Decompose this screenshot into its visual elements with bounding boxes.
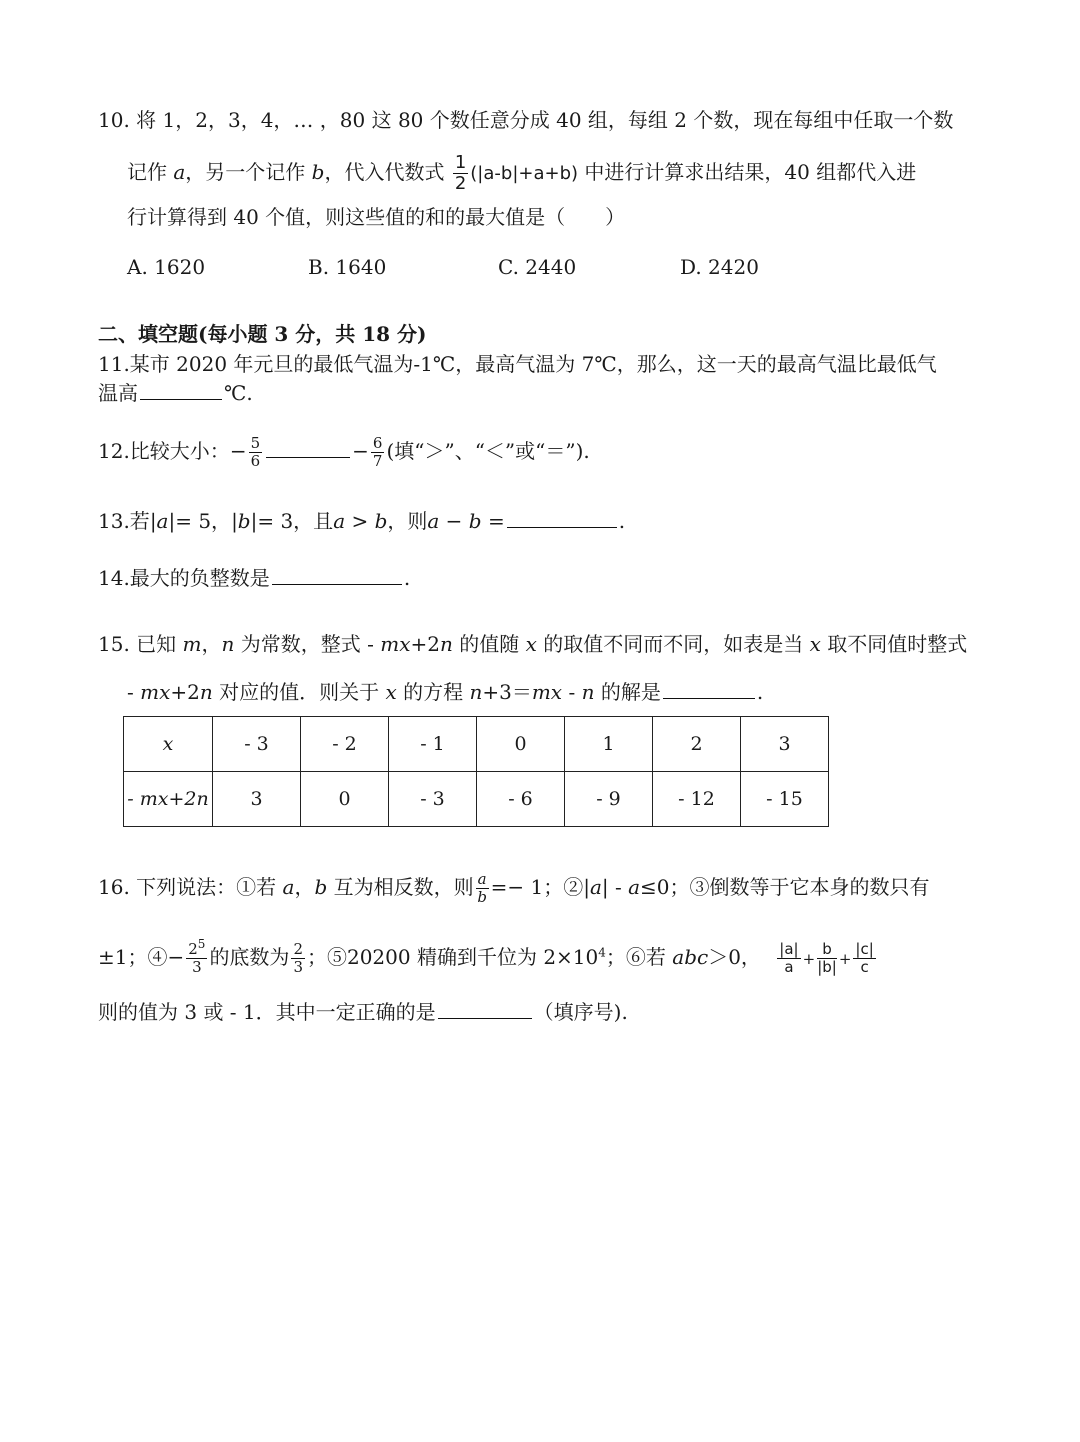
q10-text-2b: ，另一个记作 [185, 160, 312, 184]
table-cell: 0 [477, 717, 565, 772]
q10-text-1: 10. 将 1，2，3，4，… ，80 这 80 个数任意分成 40 组，每组 2 个数，现在每组中任取一个数 [98, 108, 954, 132]
q11-line2: 温高 ℃. [98, 381, 253, 405]
q10-line2 [127, 154, 916, 193]
q10-line3 [127, 203, 625, 231]
q10-option-d: D. 2420 [680, 255, 759, 279]
q15-line2: - mx+2n 对应的值．则关于 x 的方程 n+3＝mx - n 的解是 . [127, 680, 764, 704]
table-header-expression: - mx+2n [124, 772, 213, 827]
table-cell: - 15 [741, 772, 829, 827]
table-cell: - 3 [389, 772, 477, 827]
q12-line: 12.比较大小：− $\frac{5}{6}$ − $\frac{6}{7}$ (填“＞”、“＜”或“＝”). [98, 434, 590, 470]
q10-text-2d: 中进行计算求出结果，40 组都代入进 [584, 160, 917, 184]
q10-text-2a: 记作 [127, 160, 174, 184]
q10-line1 [98, 106, 953, 134]
q16-fraction-base: $\frac{2}{3}$ [293, 940, 303, 976]
table-cell: 1 [565, 717, 653, 772]
table-row-x [124, 717, 829, 772]
q13-answer-blank[interactable] [507, 526, 617, 528]
table-cell: 2 [653, 717, 741, 772]
q16-line3: 则的值为 3 或 - 1．其中一定正确的是 （填序号). [98, 1000, 628, 1024]
q10-option-a: A. 1620 [127, 255, 206, 279]
table-cell: - 12 [653, 772, 741, 827]
section-title: 二、填空题(每小题 3 分，共 18 分) [98, 322, 427, 346]
q15-answer-blank[interactable] [663, 697, 755, 699]
q12-fraction-2: $\frac{6}{7}$ [372, 434, 383, 470]
q16-fraction-ab: $\frac{a}{b}$ [477, 870, 487, 906]
q10-var-a: a [173, 160, 186, 184]
table-header-x: x [124, 717, 213, 772]
table-cell: - 3 [213, 717, 301, 772]
table-row-expression [124, 772, 829, 827]
q10-option-c: C. 2440 [498, 255, 577, 279]
q11-answer-blank[interactable] [140, 398, 222, 400]
q16-term-1: $\frac{|a|}{a}$ [779, 940, 799, 976]
q11-line1: 11.某市 2020 年元旦的最低气温为-1℃，最高气温为 7℃，那么，这一天的最高气温比最低气 [98, 352, 937, 376]
q14-line: 14.最大的负整数是 . [98, 566, 411, 590]
q16-line2: ±1；④− $\frac{2^5}{3}$ 的底数为 $\frac{2}{3}$ ；⑤20200 精确到千位为 $2\times 10^4$；⑥若 abc＞0， $\frac{|a|}{a}$ + $\frac{b}{|b|}$ + $\frac{|c|}{c}$ [98, 937, 874, 976]
table-cell: - 6 [477, 772, 565, 827]
q10-option-b: B. 1640 [308, 255, 387, 279]
q10-text-2c: ，代入代数式 [324, 160, 445, 184]
table-cell: 3 [741, 717, 829, 772]
q16-term-3: $\frac{|c|}{c}$ [855, 940, 874, 976]
q10-expression: (|a-b|+a+b) [470, 163, 579, 184]
q12-fraction-1: $\frac{5}{6}$ [250, 434, 261, 470]
q16-answer-blank[interactable] [438, 1017, 532, 1019]
q10-fraction: $\frac{1}{2}$ [454, 152, 467, 194]
q13-line: 13.若|a|= 5，|b|= 3，且a > b，则a − b = . [98, 509, 626, 533]
q16-term-2: $\frac{b}{|b|}$ [817, 940, 837, 976]
q12-answer-blank[interactable] [266, 456, 350, 458]
table-cell: 0 [301, 772, 389, 827]
table-cell: - 2 [301, 717, 389, 772]
q15-line1: 15. 已知 m，n 为常数，整式 - mx+2n 的值随 x 的取值不同而不同，如表是当 x 取不同值时整式 [98, 632, 968, 656]
q10-options [127, 253, 827, 281]
q16-fraction-power: $\frac{2^5}{3}$ [188, 937, 206, 976]
table-cell: - 9 [565, 772, 653, 827]
q10-var-b: b [311, 160, 325, 184]
q14-answer-blank[interactable] [272, 583, 402, 585]
q15-value-table [123, 716, 829, 827]
table-cell: 3 [213, 772, 301, 827]
table-cell: - 1 [389, 717, 477, 772]
q16-line1: 16. 下列说法：①若 a，b 互为相反数，则 $\frac{a}{b}$ =− 1；②|a| - a≤0；③倒数等于它本身的数只有 [98, 870, 930, 906]
q10-text-3: 行计算得到 40 个值，则这些值的和的最大值是（ ） [127, 205, 626, 229]
